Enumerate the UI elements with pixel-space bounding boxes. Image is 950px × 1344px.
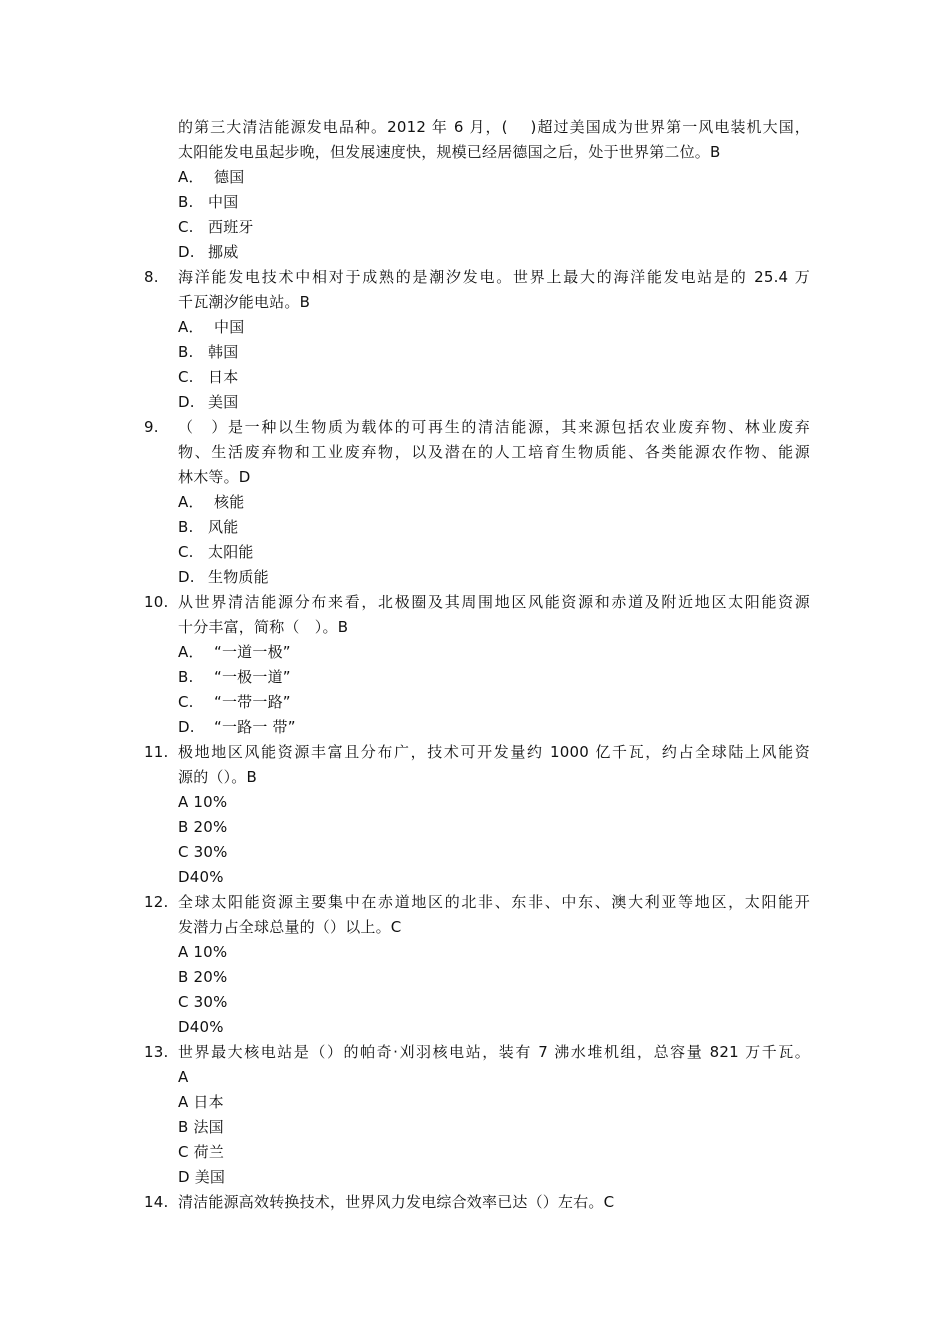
question-11 bbox=[140, 740, 810, 890]
option-d: D40% bbox=[178, 868, 224, 886]
question-number: 9. bbox=[144, 418, 159, 436]
question-14 bbox=[140, 1190, 810, 1215]
option-c: C. 日本 bbox=[178, 368, 239, 386]
option-b: B. 韩国 bbox=[178, 343, 239, 361]
question-text-line: 十分丰富，简称（ ）。B bbox=[178, 618, 349, 636]
option-c: C. “一带一路” bbox=[178, 693, 291, 711]
option-c: C 30% bbox=[178, 843, 228, 861]
option-b: B 法国 bbox=[178, 1118, 224, 1136]
option-c: C 荷兰 bbox=[178, 1143, 225, 1161]
question-number: 10. bbox=[144, 593, 169, 611]
option-a: A． 核能 bbox=[178, 493, 245, 511]
question-8 bbox=[140, 265, 810, 415]
option-c: C 30% bbox=[178, 993, 228, 1011]
question-7 bbox=[140, 115, 810, 265]
option-d: D40% bbox=[178, 1018, 224, 1036]
option-a: A 10% bbox=[178, 943, 228, 961]
question-text-line: 千瓦潮汐能电站。B bbox=[178, 293, 311, 311]
question-13 bbox=[140, 1040, 810, 1190]
question-text-line: 的第三大清洁能源发电品种。2012 年 6 月，( )超过美国成为世界第一风电装机大国， bbox=[178, 118, 810, 136]
question-text-line: 11. 极地地区风能资源丰富且分布广，技术可开发量约 1000 亿千瓦，约占全球陆上风能资 bbox=[140, 740, 810, 765]
question-number: 13. bbox=[144, 1043, 169, 1061]
option-b: B 20% bbox=[178, 968, 228, 986]
option-a: A． 德国 bbox=[178, 168, 245, 186]
option-b: B 20% bbox=[178, 818, 228, 836]
question-list bbox=[140, 115, 810, 1215]
question-text-line: 源的（）。B bbox=[178, 768, 257, 786]
question-number: 14. bbox=[144, 1193, 169, 1211]
question-number: 12. bbox=[144, 893, 169, 911]
option-d: D. “一路一 带” bbox=[178, 718, 296, 736]
option-b: B. “一极一道” bbox=[178, 668, 291, 686]
question-number: 8. bbox=[144, 268, 159, 286]
question-number: 11. bbox=[144, 743, 169, 761]
option-c: C. 西班牙 bbox=[178, 218, 254, 236]
option-a: A． 中国 bbox=[178, 318, 245, 336]
question-text-line: 林木等。D bbox=[178, 468, 251, 486]
question-text-line: 8. 海洋能发电技术中相对于成熟的是潮汐发电。世界上最大的海洋能发电站是的 25.4 万 bbox=[140, 265, 810, 290]
question-text-line: 13. 世界最大核电站是（）的帕奇·刈羽核电站，装有 7 沸水堆机组，总容量 821 万千瓦。 bbox=[140, 1040, 810, 1065]
question-text-line: 14. 清洁能源高效转换技术，世界风力发电综合效率已达（）左右。C bbox=[140, 1190, 810, 1215]
option-a: A 10% bbox=[178, 793, 228, 811]
question-text-line: 12. 全球太阳能资源主要集中在赤道地区的北非、东非、中东、澳大利亚等地区，太阳能开 bbox=[140, 890, 810, 915]
option-d: D 美国 bbox=[178, 1168, 226, 1186]
question-text-line: 太阳能发电虽起步晚，但发展速度快，规模已经居德国之后，处于世界第二位。B bbox=[178, 143, 721, 161]
question-text-line: 9. （ ）是一种以生物质为载体的可再生的清洁能源，其来源包括农业废弃物、林业废弃 bbox=[140, 415, 810, 440]
option-a: A． “一道一极” bbox=[178, 643, 291, 661]
option-d: D. 挪威 bbox=[178, 243, 239, 261]
question-answer-line: A bbox=[178, 1068, 189, 1086]
question-text-line: 发潜力占全球总量的（）以上。C bbox=[178, 918, 402, 936]
option-a: A 日本 bbox=[178, 1093, 224, 1111]
question-text-line: 物、生活废弃物和工业废弃物，以及潜在的人工培育生物质能、各类能源农作物、能源 bbox=[178, 443, 810, 461]
option-c: C. 太阳能 bbox=[178, 543, 254, 561]
option-d: D. 美国 bbox=[178, 393, 239, 411]
option-b: B. 风能 bbox=[178, 518, 239, 536]
question-text-line: 10. 从世界清洁能源分布来看，北极圈及其周围地区风能资源和赤道及附近地区太阳能资源 bbox=[140, 590, 810, 615]
question-10 bbox=[140, 590, 810, 740]
question-9 bbox=[140, 415, 810, 590]
question-12 bbox=[140, 890, 810, 1040]
option-d: D. 生物质能 bbox=[178, 568, 269, 586]
option-b: B. 中国 bbox=[178, 193, 239, 211]
